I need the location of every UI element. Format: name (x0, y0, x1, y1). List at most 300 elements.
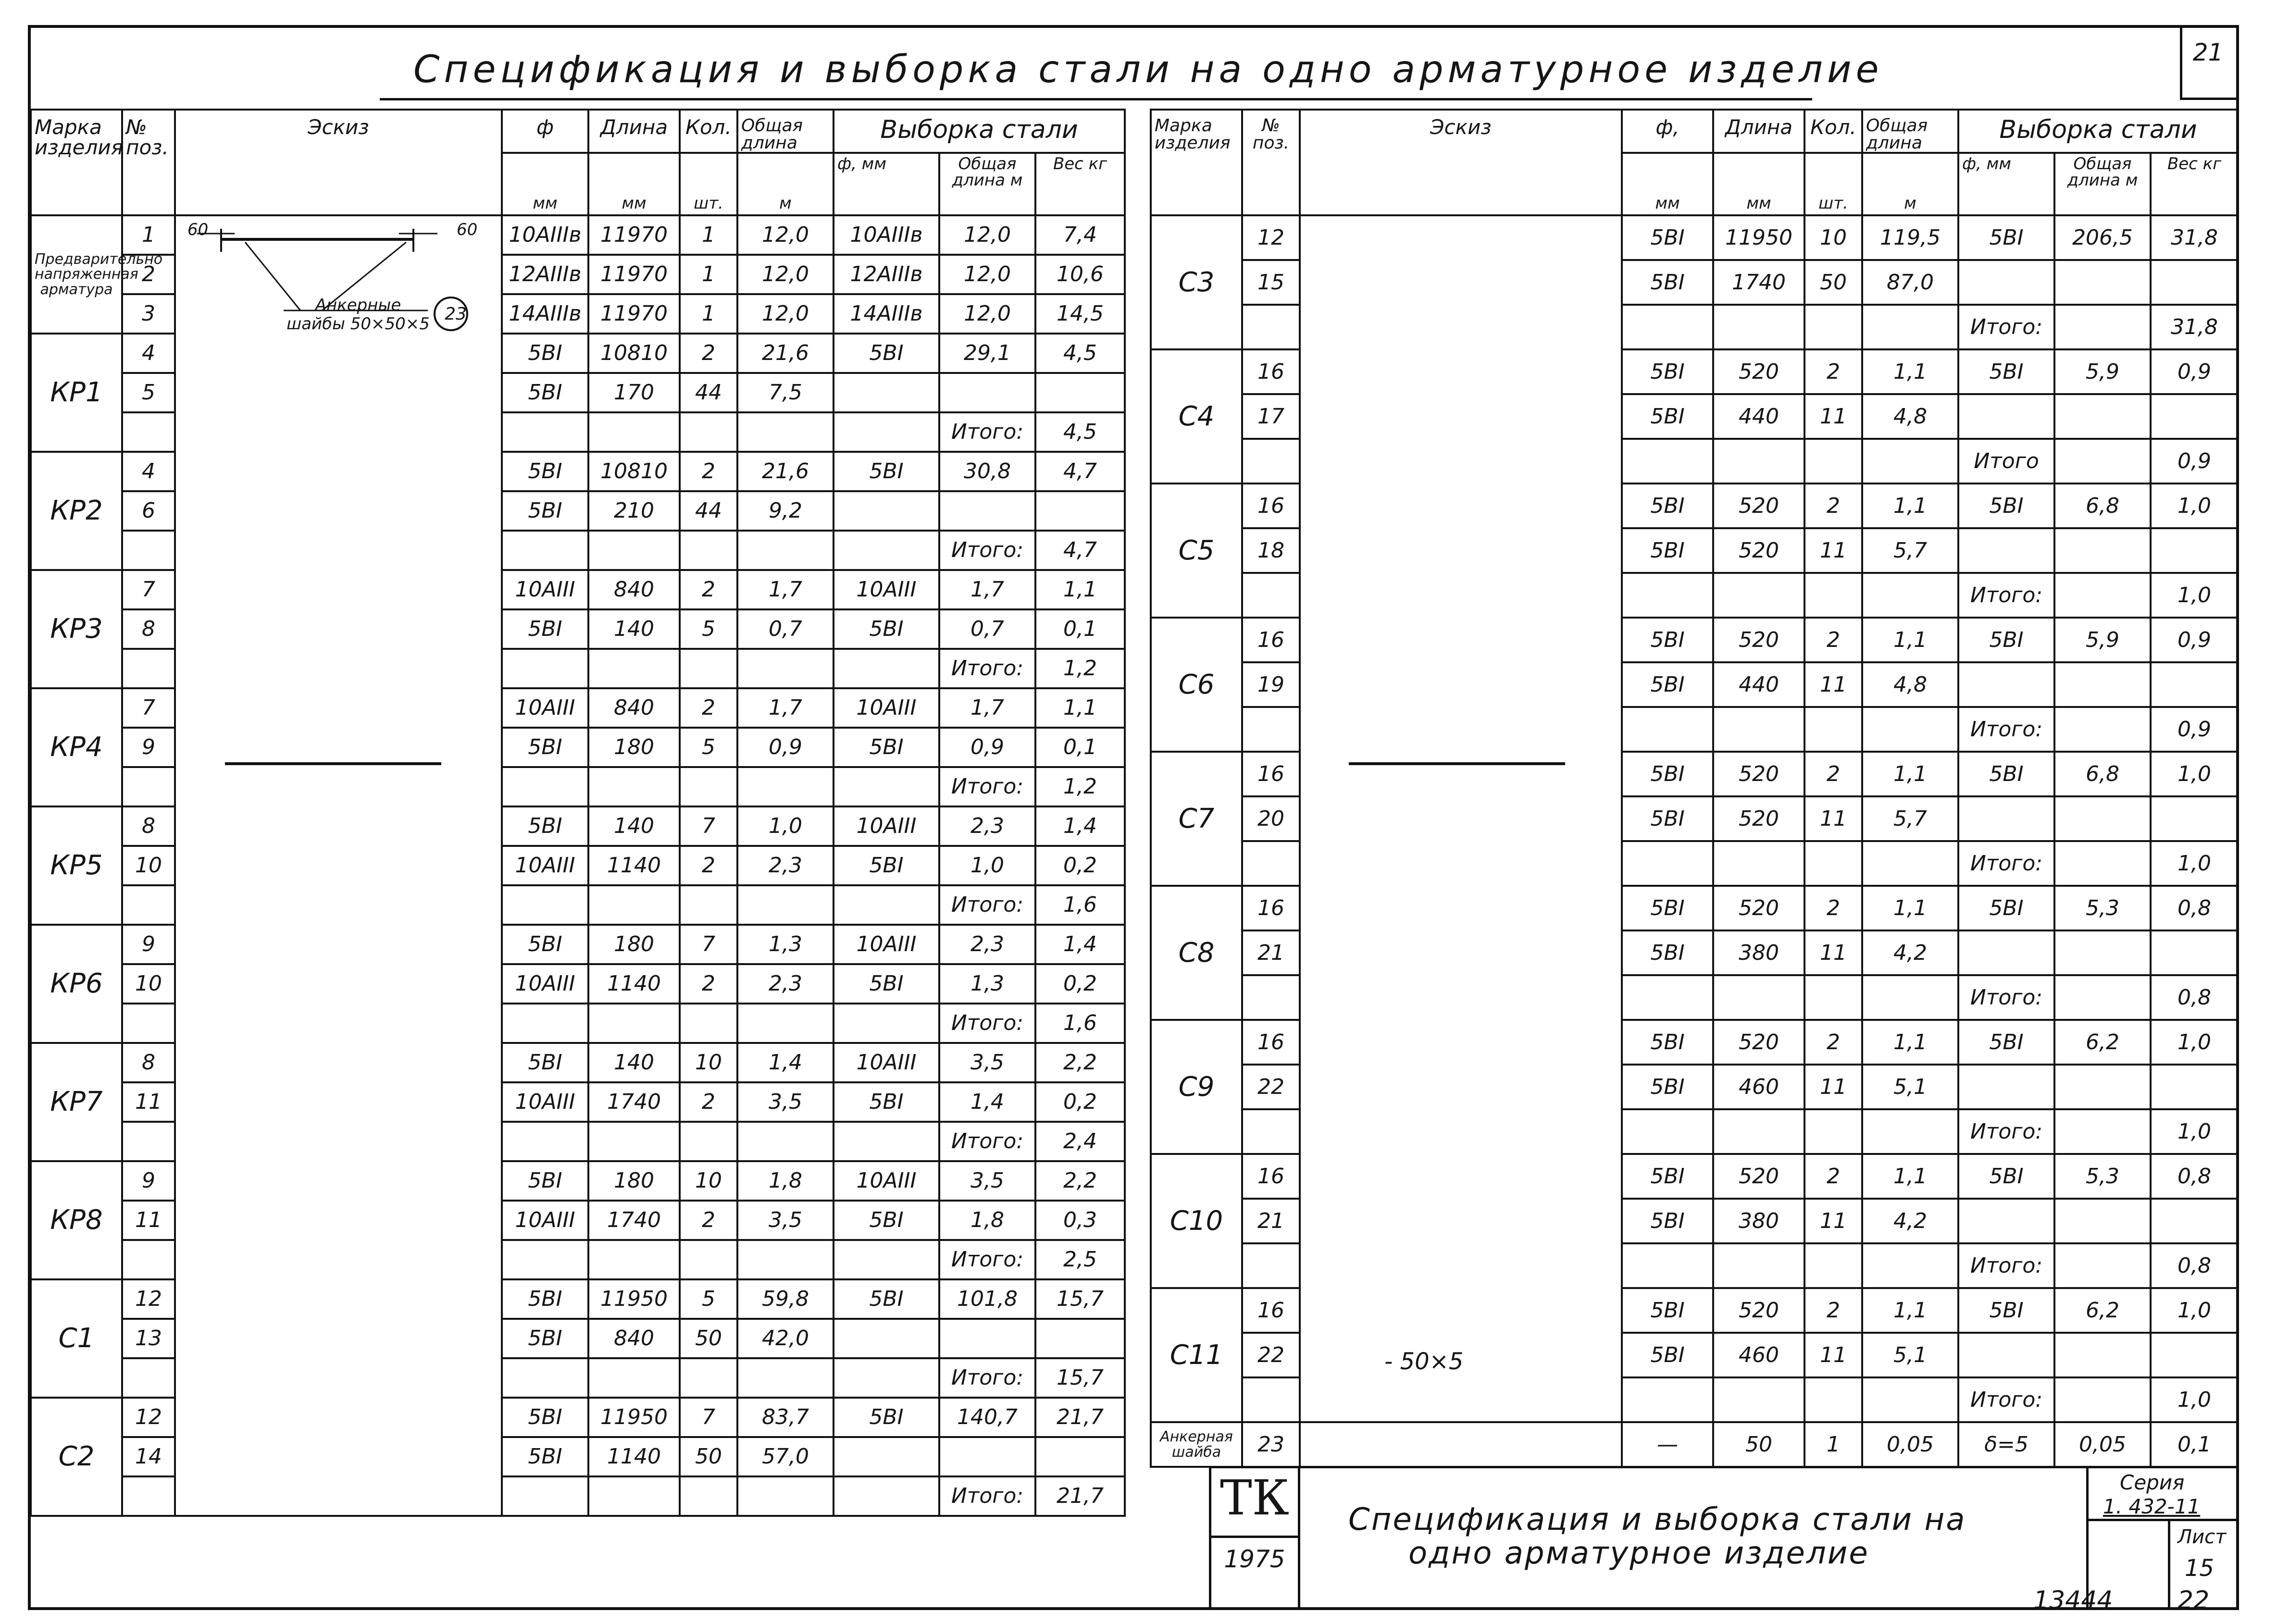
phi-cell (1622, 439, 1713, 483)
pos-cell: 11 (122, 1201, 175, 1240)
len-cell: 520 (1713, 1154, 1804, 1199)
s-phi-cell (834, 1358, 939, 1398)
len-cell (1713, 975, 1804, 1020)
s-len-cell (2054, 305, 2151, 349)
s-w-cell: 15,7 (1035, 1358, 1125, 1398)
total-cell: 1,7 (737, 570, 834, 609)
s-w-cell (1035, 491, 1125, 531)
total-cell: 21,6 (737, 334, 834, 373)
s-w-cell: 0,9 (2151, 439, 2238, 483)
s-w-cell: 1,0 (2151, 483, 2238, 528)
hdr-phi-unit-right: мм (1622, 153, 1713, 215)
hdr-sketch-right: Эскиз (1300, 110, 1622, 215)
pos-cell: 16 (1242, 618, 1300, 662)
pos-cell: 16 (1242, 483, 1300, 528)
len-cell: 1740 (588, 1082, 680, 1122)
phi-cell (1622, 707, 1713, 752)
s-len-cell: 3,5 (939, 1043, 1035, 1082)
total-cell: 21,6 (737, 452, 834, 491)
s-phi-cell (1958, 930, 2054, 975)
qty-cell (1804, 841, 1862, 886)
len-cell (588, 649, 680, 688)
total-cell (737, 1358, 834, 1398)
title-divider-4 (2168, 1519, 2170, 1610)
qty-cell: 7 (680, 1398, 737, 1437)
pos-cell: 10 (122, 964, 175, 1004)
s-len-cell: 6,8 (2054, 483, 2151, 528)
hdr-sketch: Эскиз (175, 110, 502, 215)
phi-cell: 5ВI (502, 1161, 588, 1201)
s-phi-cell: 10AIII (834, 1043, 939, 1082)
s-phi-cell: 5ВI (1958, 1288, 2054, 1333)
s-phi-cell: Итого: (1958, 707, 2054, 752)
total-cell: 1,1 (1862, 349, 1958, 394)
s-len-cell: 206,5 (2054, 215, 2151, 260)
s-len-cell: 1,8 (939, 1201, 1035, 1240)
sheet-label: Лист (2177, 1526, 2227, 1548)
pos-cell (122, 1004, 175, 1043)
s-w-cell: 14,5 (1035, 294, 1125, 334)
total-cell (737, 885, 834, 925)
s-len-cell: 101,8 (939, 1279, 1035, 1319)
s-len-cell: 0,7 (939, 609, 1035, 649)
s-len-cell (939, 1437, 1035, 1476)
s-len-cell: 0,05 (2054, 1422, 2151, 1467)
qty-cell (1804, 707, 1862, 752)
title-block-name-1: Спецификация и выборка стали на (1348, 1502, 1966, 1537)
s-w-cell: 1,2 (1035, 649, 1125, 688)
phi-cell (502, 767, 588, 806)
phi-cell: 5ВI (1622, 528, 1713, 573)
s-len-cell (2054, 1377, 2151, 1422)
mark-cell: С10 (1151, 1154, 1242, 1288)
qty-cell: 2 (680, 688, 737, 728)
total-cell (737, 1004, 834, 1043)
s-w-cell: 1,0 (2151, 1020, 2238, 1065)
mark-cell: КР1 (31, 334, 122, 452)
phi-cell: 5ВI (1622, 260, 1713, 305)
s-w-cell: 1,1 (1035, 688, 1125, 728)
qty-cell (1804, 1377, 1862, 1422)
s-len-cell: 12,0 (939, 215, 1035, 255)
mark-cell: С8 (1151, 886, 1242, 1020)
phi-cell: 10AIII (502, 964, 588, 1004)
s-w-cell: 0,2 (1035, 846, 1125, 885)
s-w-cell: 0,3 (1035, 1201, 1125, 1240)
phi-cell (1622, 1243, 1713, 1288)
s-len-cell: Итого: (939, 767, 1035, 806)
mark-cell: Предварительно напряженная арматура (31, 215, 122, 334)
total-cell: 0,7 (737, 609, 834, 649)
s-phi-cell: 5ВI (834, 1082, 939, 1122)
s-phi-cell (834, 373, 939, 412)
qty-cell: 1 (680, 215, 737, 255)
len-cell: 180 (588, 728, 680, 767)
pos-cell (122, 1240, 175, 1279)
hdr-total-length: Общая длина (737, 110, 834, 153)
phi-cell: 5ВI (1622, 349, 1713, 394)
mark-cell: С5 (1151, 483, 1242, 618)
s-len-cell (2054, 975, 2151, 1020)
hdr-pos: № поз. (122, 110, 175, 215)
total-cell: 7,5 (737, 373, 834, 412)
qty-cell: 5 (680, 728, 737, 767)
pos-cell (1242, 305, 1300, 349)
total-cell (1862, 1243, 1958, 1288)
len-cell: 170 (588, 373, 680, 412)
total-cell: 1,1 (1862, 752, 1958, 796)
s-len-cell: 1,7 (939, 570, 1035, 609)
total-cell (1862, 439, 1958, 483)
sketch-note: Анкерные шайбы 50×50×5 (286, 296, 430, 334)
s-w-cell: 1,2 (1035, 767, 1125, 806)
s-phi-cell: 5ВI (834, 334, 939, 373)
pos-cell: 16 (1242, 1020, 1300, 1065)
spec-row (1151, 215, 2238, 260)
s-w-cell: 31,8 (2151, 215, 2238, 260)
phi-cell: 5ВI (1622, 930, 1713, 975)
len-cell: 840 (588, 1319, 680, 1358)
len-cell: 10810 (588, 334, 680, 373)
s-len-cell: Итого: (939, 885, 1035, 925)
pos-cell (122, 767, 175, 806)
phi-cell: 5ВI (1622, 215, 1713, 260)
phi-cell: 5ВI (502, 806, 588, 846)
series-label: Серия (2120, 1471, 2185, 1494)
pos-cell (1242, 707, 1300, 752)
phi-cell (1622, 975, 1713, 1020)
qty-cell (680, 1358, 737, 1398)
mark-cell: С6 (1151, 618, 1242, 752)
s-w-cell: 0,2 (1035, 1082, 1125, 1122)
org-name: ТК (1219, 1470, 1290, 1526)
phi-cell: 5ВI (1622, 886, 1713, 930)
s-len-cell (2054, 1109, 2151, 1154)
hdr-phi-unit: мм (502, 153, 588, 215)
s-w-cell (2151, 1065, 2238, 1109)
phi-cell (1622, 1377, 1713, 1422)
len-cell: 460 (1713, 1333, 1804, 1377)
s-len-cell: 6,2 (2054, 1288, 2151, 1333)
pos-cell: 23 (1242, 1422, 1300, 1467)
pos-cell (122, 1122, 175, 1161)
total-cell (1862, 1109, 1958, 1154)
qty-cell: 44 (680, 373, 737, 412)
s-len-cell: Итого: (939, 412, 1035, 452)
qty-cell (1804, 573, 1862, 618)
hdr-mark-right: Марка изделия (1151, 110, 1242, 215)
mark-cell: КР4 (31, 688, 122, 806)
s-w-cell (2151, 394, 2238, 439)
s-w-cell: 0,8 (2151, 975, 2238, 1020)
anchor-sketch-cell (1300, 1422, 1622, 1467)
s-len-cell: 2,3 (939, 925, 1035, 964)
len-cell: 440 (1713, 662, 1804, 707)
phi-cell: 5ВI (502, 334, 588, 373)
len-cell: 50 (1713, 1422, 1804, 1467)
mark-cell: С2 (31, 1398, 122, 1516)
len-cell: 10810 (588, 452, 680, 491)
phi-cell: 5ВI (1622, 796, 1713, 841)
total-cell (737, 1476, 834, 1516)
len-cell: 520 (1713, 618, 1804, 662)
phi-cell: 5ВI (502, 1043, 588, 1082)
len-cell: 520 (1713, 528, 1804, 573)
s-w-cell: 2,2 (1035, 1161, 1125, 1201)
s-w-cell: 1,0 (2151, 573, 2238, 618)
s-len-cell (2054, 573, 2151, 618)
total-cell (737, 531, 834, 570)
phi-cell: 5ВI (1622, 1288, 1713, 1333)
phi-cell: 5ВI (1622, 1333, 1713, 1377)
s-phi-cell (834, 1122, 939, 1161)
phi-cell: 10AIIIв (502, 215, 588, 255)
total-cell: 4,8 (1862, 394, 1958, 439)
hdr-sel-total: Общая длина м (939, 153, 1035, 215)
s-len-cell (2054, 1065, 2151, 1109)
series-value: 1. 432-11 (2103, 1495, 2201, 1518)
qty-cell: 2 (680, 1082, 737, 1122)
len-cell: 520 (1713, 349, 1804, 394)
s-w-cell: 1,0 (2151, 1288, 2238, 1333)
len-cell (588, 1358, 680, 1398)
pos-cell: 5 (122, 373, 175, 412)
s-len-cell: Итого: (939, 1004, 1035, 1043)
pos-cell: 9 (122, 925, 175, 964)
s-phi-cell: 12AIIIв (834, 255, 939, 294)
phi-cell: 10AIII (502, 570, 588, 609)
s-len-cell: 29,1 (939, 334, 1035, 373)
pos-cell: 1 (122, 215, 175, 255)
total-cell: 5,7 (1862, 796, 1958, 841)
s-len-cell: 1,7 (939, 688, 1035, 728)
s-len-cell (2054, 528, 2151, 573)
s-w-cell: 0,1 (2151, 1422, 2238, 1467)
total-cell: 9,2 (737, 491, 834, 531)
qty-cell: 11 (1804, 796, 1862, 841)
s-phi-cell: 5ВI (834, 609, 939, 649)
s-w-cell (2151, 930, 2238, 975)
s-len-cell: 0,9 (939, 728, 1035, 767)
s-phi-cell (1958, 528, 2054, 573)
qty-cell (1804, 305, 1862, 349)
hdr-weight: Вес кг (1035, 153, 1125, 215)
mark-cell: Анкерная шайба (1151, 1422, 1242, 1467)
len-cell (1713, 1109, 1804, 1154)
s-phi-cell: 5ВI (1958, 618, 2054, 662)
pos-cell (1242, 1377, 1300, 1422)
hdr-selection: Выборка стали (834, 110, 1125, 153)
s-phi-cell (1958, 1199, 2054, 1243)
total-cell: 1,8 (737, 1161, 834, 1201)
s-len-cell: Итого: (939, 1122, 1035, 1161)
s-w-cell: 15,7 (1035, 1279, 1125, 1319)
phi-cell: 5ВI (1622, 618, 1713, 662)
s-len-cell (2054, 707, 2151, 752)
total-cell: 5,7 (1862, 528, 1958, 573)
s-len-cell: 30,8 (939, 452, 1035, 491)
title-divider-1 (1298, 1466, 1300, 1610)
s-w-cell (1035, 1319, 1125, 1358)
s-len-cell: Итого: (939, 1240, 1035, 1279)
s-w-cell: 0,8 (2151, 1154, 2238, 1199)
left-bar-sketch (225, 762, 441, 765)
len-cell: 140 (588, 609, 680, 649)
phi-cell (1622, 841, 1713, 886)
right-bar-sketch (1349, 762, 1565, 765)
year: 1975 (1224, 1545, 1285, 1573)
pos-cell: 21 (1242, 930, 1300, 975)
s-phi-cell: 10AIII (834, 570, 939, 609)
qty-cell: 2 (1804, 1288, 1862, 1333)
total-cell: 1,1 (1862, 886, 1958, 930)
title-underline (380, 98, 1812, 100)
s-len-cell: 1,4 (939, 1082, 1035, 1122)
total-cell (737, 649, 834, 688)
sketch-dim-right: 60 (457, 220, 478, 239)
total-cell: 1,1 (1862, 483, 1958, 528)
spec-row (1151, 1422, 2238, 1467)
hdr-total-length-right: Общая длина (1862, 110, 1958, 153)
mark-cell: КР8 (31, 1161, 122, 1279)
pos-cell: 11 (122, 1082, 175, 1122)
len-cell: 520 (1713, 886, 1804, 930)
len-cell: 1740 (1713, 260, 1804, 305)
s-phi-cell: Итого: (1958, 1109, 2054, 1154)
len-cell: 1140 (588, 1437, 680, 1476)
qty-cell: 2 (1804, 1020, 1862, 1065)
s-phi-cell: Итого (1958, 439, 2054, 483)
qty-cell: 50 (1804, 260, 1862, 305)
pos-cell: 4 (122, 452, 175, 491)
s-w-cell: 2,5 (1035, 1240, 1125, 1279)
hdr-length: Длина (588, 110, 680, 153)
s-len-cell (2054, 1333, 2151, 1377)
total-cell: 12,0 (737, 215, 834, 255)
hdr-qty-right: Кол. (1804, 110, 1862, 153)
len-cell: 210 (588, 491, 680, 531)
page-number: 21 (2192, 38, 2224, 66)
mark-cell: С1 (31, 1279, 122, 1398)
pos-cell (122, 649, 175, 688)
s-phi-cell: 5ВI (1958, 886, 2054, 930)
right-spec-table (1150, 109, 2239, 1468)
phi-cell (1622, 1109, 1713, 1154)
hdr-qty-unit-right: шт. (1804, 153, 1862, 215)
mark-cell: С7 (1151, 752, 1242, 886)
phi-cell (502, 1122, 588, 1161)
phi-cell: 5ВI (502, 452, 588, 491)
pos-cell: 21 (1242, 1199, 1300, 1243)
total-cell: 87,0 (1862, 260, 1958, 305)
s-phi-cell (834, 1319, 939, 1358)
pos-cell (122, 412, 175, 452)
phi-cell: 5ВI (1622, 1154, 1713, 1199)
len-cell: 140 (588, 1043, 680, 1082)
pos-cell (122, 1476, 175, 1516)
len-cell (588, 1004, 680, 1043)
len-cell (588, 1122, 680, 1161)
qty-cell (1804, 1243, 1862, 1288)
pos-cell: 10 (122, 846, 175, 885)
s-w-cell: 0,9 (2151, 707, 2238, 752)
hdr-sel-phi-right: ф, мм (1958, 153, 2054, 215)
right-spec-body (1151, 215, 2238, 1467)
qty-cell (680, 1122, 737, 1161)
hdr-weight-right: Вес кг (2151, 153, 2238, 215)
pos-cell (1242, 975, 1300, 1020)
phi-cell: 10AIII (502, 846, 588, 885)
len-cell: 140 (588, 806, 680, 846)
total-cell: 0,05 (1862, 1422, 1958, 1467)
hdr-phi-right: ф, (1622, 110, 1713, 153)
total-cell: 1,3 (737, 925, 834, 964)
total-cell: 5,1 (1862, 1333, 1958, 1377)
len-cell: 520 (1713, 796, 1804, 841)
s-phi-cell (834, 1476, 939, 1516)
len-cell: 1140 (588, 964, 680, 1004)
qty-cell: 2 (1804, 886, 1862, 930)
total-cell: 1,4 (737, 1043, 834, 1082)
phi-cell (502, 531, 588, 570)
pos-cell: 12 (122, 1398, 175, 1437)
phi-cell (1622, 573, 1713, 618)
s-w-cell: 21,7 (1035, 1398, 1125, 1437)
total-cell: 0,9 (737, 728, 834, 767)
mark-cell: КР6 (31, 925, 122, 1043)
phi-cell: 10AIII (502, 688, 588, 728)
s-phi-cell (834, 531, 939, 570)
qty-cell: 2 (680, 1201, 737, 1240)
phi-cell: 5ВI (502, 925, 588, 964)
total-cell: 4,2 (1862, 1199, 1958, 1243)
s-phi-cell (834, 491, 939, 531)
s-w-cell: 1,0 (2151, 841, 2238, 886)
pos-cell: 16 (1242, 752, 1300, 796)
mark-cell: КР5 (31, 806, 122, 925)
prestressed-bar-sketch (178, 214, 485, 359)
s-phi-cell: δ=5 (1958, 1422, 2054, 1467)
hdr-pos-right: № поз. (1242, 110, 1300, 215)
pos-cell: 15 (1242, 260, 1300, 305)
s-len-cell: 6,2 (2054, 1020, 2151, 1065)
s-len-cell: 6,8 (2054, 752, 2151, 796)
pos-cell: 8 (122, 1043, 175, 1082)
phi-cell: — (1622, 1422, 1713, 1467)
phi-cell: 5ВI (502, 728, 588, 767)
len-cell: 520 (1713, 752, 1804, 796)
hdr-sel-phi: ф, мм (834, 153, 939, 215)
left-spec-body (31, 215, 1125, 1516)
hdr-sel-total-right: Общая длина м (2054, 153, 2151, 215)
title-block-name-2: одно арматурное изделие (1408, 1536, 1869, 1571)
len-cell: 1140 (588, 846, 680, 885)
s-w-cell (1035, 373, 1125, 412)
qty-cell: 2 (680, 964, 737, 1004)
s-len-cell: 3,5 (939, 1161, 1035, 1201)
s-phi-cell: 10AIII (834, 925, 939, 964)
len-cell: 380 (1713, 930, 1804, 975)
qty-cell (680, 767, 737, 806)
total-cell (737, 1122, 834, 1161)
hdr-length-right: Длина (1713, 110, 1804, 153)
phi-cell (502, 412, 588, 452)
qty-cell (680, 649, 737, 688)
s-w-cell: 1,4 (1035, 806, 1125, 846)
qty-cell: 2 (1804, 1154, 1862, 1199)
s-len-cell (2054, 841, 2151, 886)
pos-cell: 7 (122, 688, 175, 728)
